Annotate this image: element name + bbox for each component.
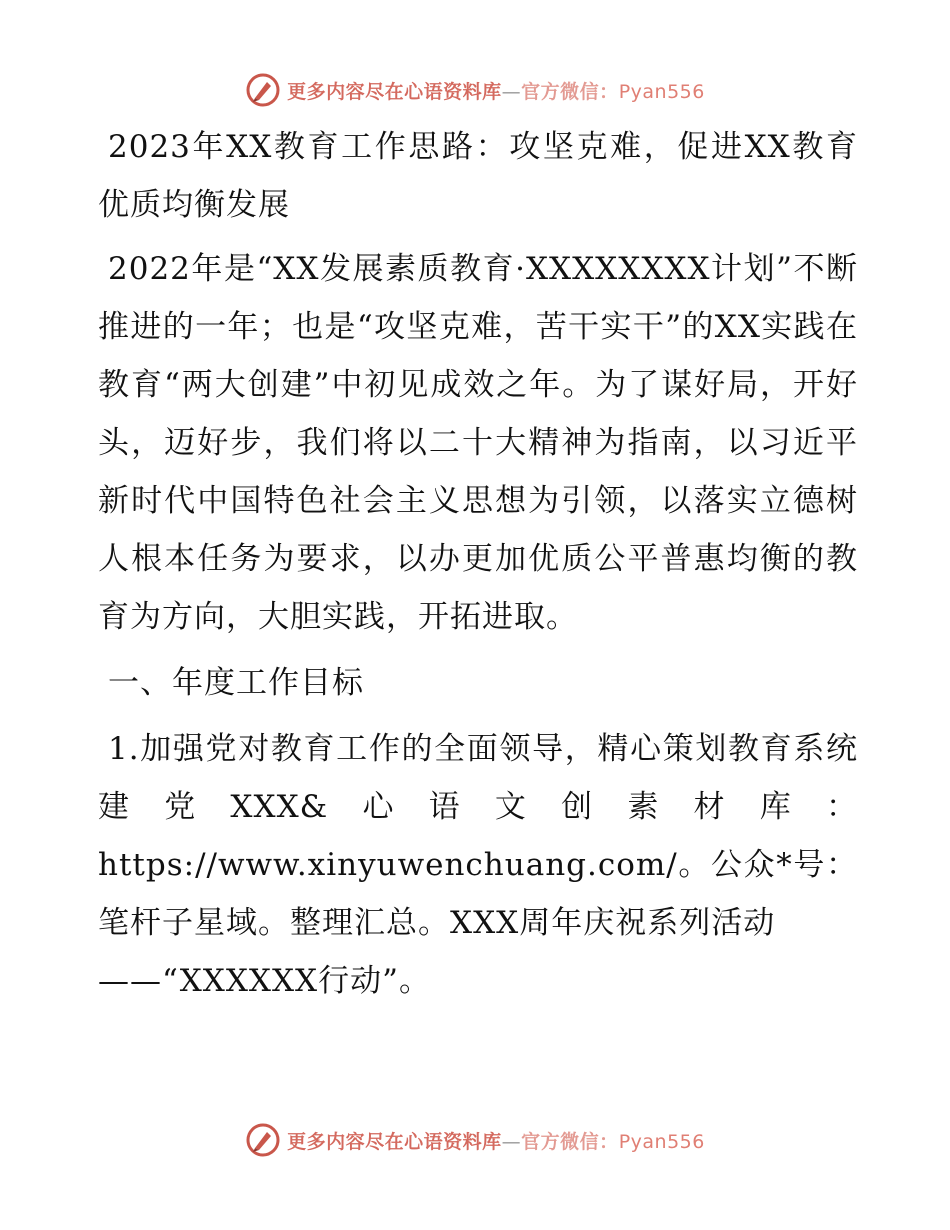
section-heading: 一、年度工作目标	[108, 665, 364, 701]
watermark-main: 更多内容尽在心语资料库	[287, 1130, 502, 1153]
document-title: 2023年XX教育工作思路：攻坚克难，促进XX教育优质均衡发展	[98, 129, 858, 223]
watermark-id: Pyan556	[618, 80, 705, 103]
list-item: 1.加强党对教育工作的全面领导，精心策划教育系统建党XXX&心语文创素材库：https://www.xinyuwenchuang.com/。公众*号：笔杆子星域。整理汇总。XXX周年庆祝系列活动	[98, 731, 858, 941]
watermark-header	[0, 70, 950, 110]
pen-logo-icon	[245, 1122, 281, 1158]
document-body	[98, 118, 858, 1018]
watermark-sub: 官方微信：	[521, 1130, 619, 1153]
watermark-dash: —	[501, 1130, 522, 1153]
watermark-dash: —	[501, 80, 522, 103]
watermark-text	[287, 1127, 705, 1154]
list-item-continuation: ——“XXXXXX行动”。	[98, 963, 431, 999]
watermark-footer	[0, 1120, 950, 1160]
watermark-id: Pyan556	[618, 1130, 705, 1153]
pen-logo-icon	[245, 72, 281, 108]
intro-paragraph: 2022年是“XX发展素质教育·XXXXXXXX计划”不断推进的一年；也是“攻坚克难，苦干实干”的XX实践在教育“两大创建”中初见成效之年。为了谋好局，开好头，迈好步，我们将以二十大精神为指南，以习近平新时代中国特色社会主义思想为引领，以落实立德树人根本任务为要求，以办更加优质公平普惠均衡的教育为方向，大胆实践，开拓进取。	[98, 251, 858, 635]
watermark-sub: 官方微信：	[521, 80, 619, 103]
watermark-main: 更多内容尽在心语资料库	[287, 80, 502, 103]
watermark-text	[287, 77, 705, 104]
